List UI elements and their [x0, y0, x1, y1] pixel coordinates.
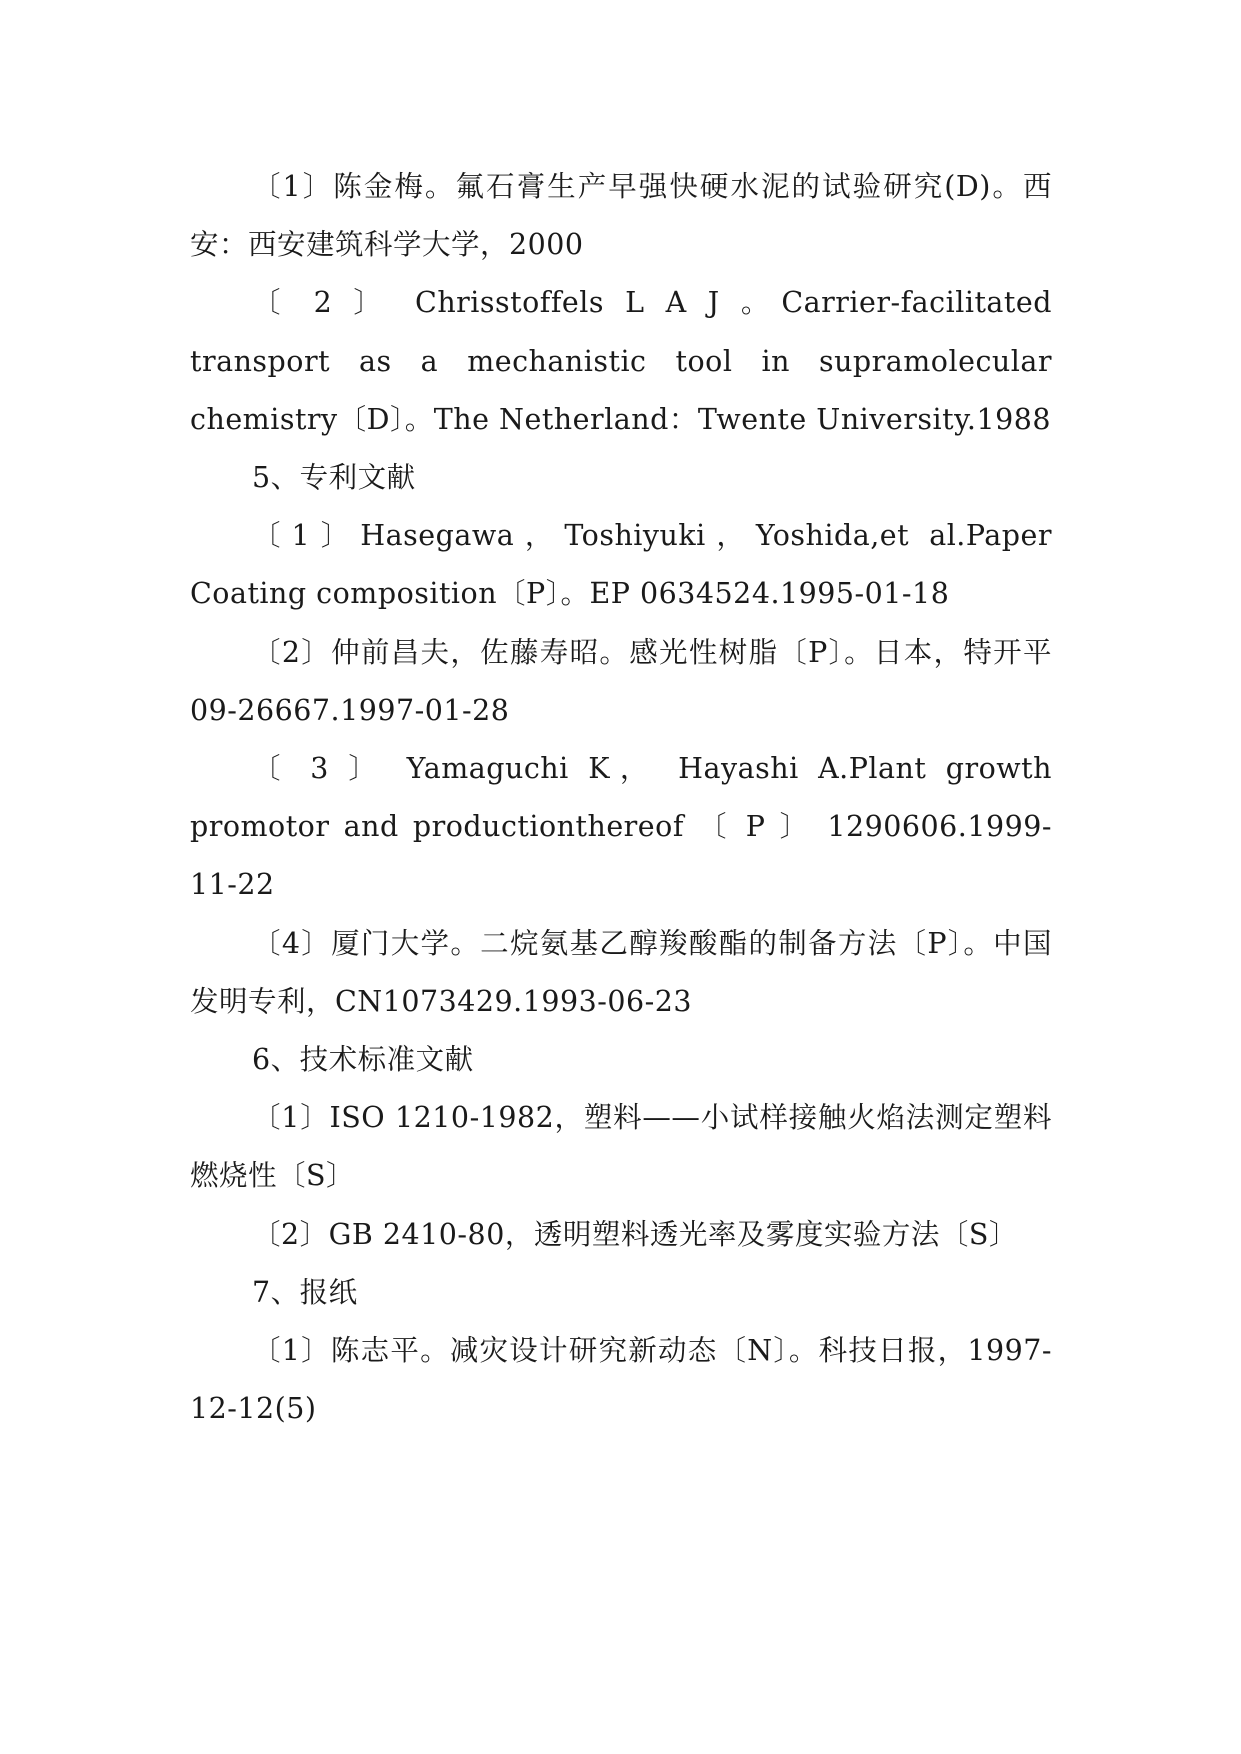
- section-heading-newspapers: 7、报纸: [252, 1275, 358, 1309]
- reference-thesis-2: 〔 2 〕 Chrisstoffels L A J 。Carrier-facilitated transport as a mechanistic tool in supramolecular chemistry〔D〕。The Netherland：Twente University.1988: [190, 286, 1052, 436]
- reference-patent-1: 〔1〕Hasegawa，Toshiyuki，Yoshida,et al.Paper Coating composition〔P〕。EP 0634524.1995-01-18: [190, 519, 1052, 611]
- references-body: [190, 158, 1052, 1438]
- reference-thesis-1: 〔1〕陈金梅。氟石膏生产早强快硬水泥的试验研究(D)。西安：西安建筑科学大学，2000: [190, 170, 1052, 262]
- section-heading-patents: 5、专利文献: [252, 461, 416, 495]
- reference-standard-1: 〔1〕ISO 1210-1982，塑料——小试样接触火焰法测定塑料燃烧性〔S〕: [190, 1101, 1052, 1193]
- reference-patent-4: 〔4〕厦门大学。二烷氨基乙醇羧酸酯的制备方法〔P〕。中国发明专利，CN1073429.1993-06-23: [190, 926, 1052, 1018]
- reference-newspaper-1: 〔1〕陈志平。减灾设计研究新动态〔N〕。科技日报，1997-12-12(5): [190, 1334, 1052, 1426]
- reference-patent-2: 〔2〕仲前昌夫，佐藤寿昭。感光性树脂〔P〕。日本，特开平09-26667.1997-01-28: [190, 635, 1052, 727]
- section-heading-standards: 6、技术标准文献: [252, 1043, 474, 1077]
- reference-standard-2: 〔2〕GB 2410-80，透明塑料透光率及雾度实验方法〔S〕: [252, 1217, 1018, 1251]
- reference-patent-3: 〔 3 〕 Yamaguchi K， Hayashi A.Plant growth promotor and productionthereof 〔 P 〕 1290606.1999-11-22: [190, 752, 1052, 902]
